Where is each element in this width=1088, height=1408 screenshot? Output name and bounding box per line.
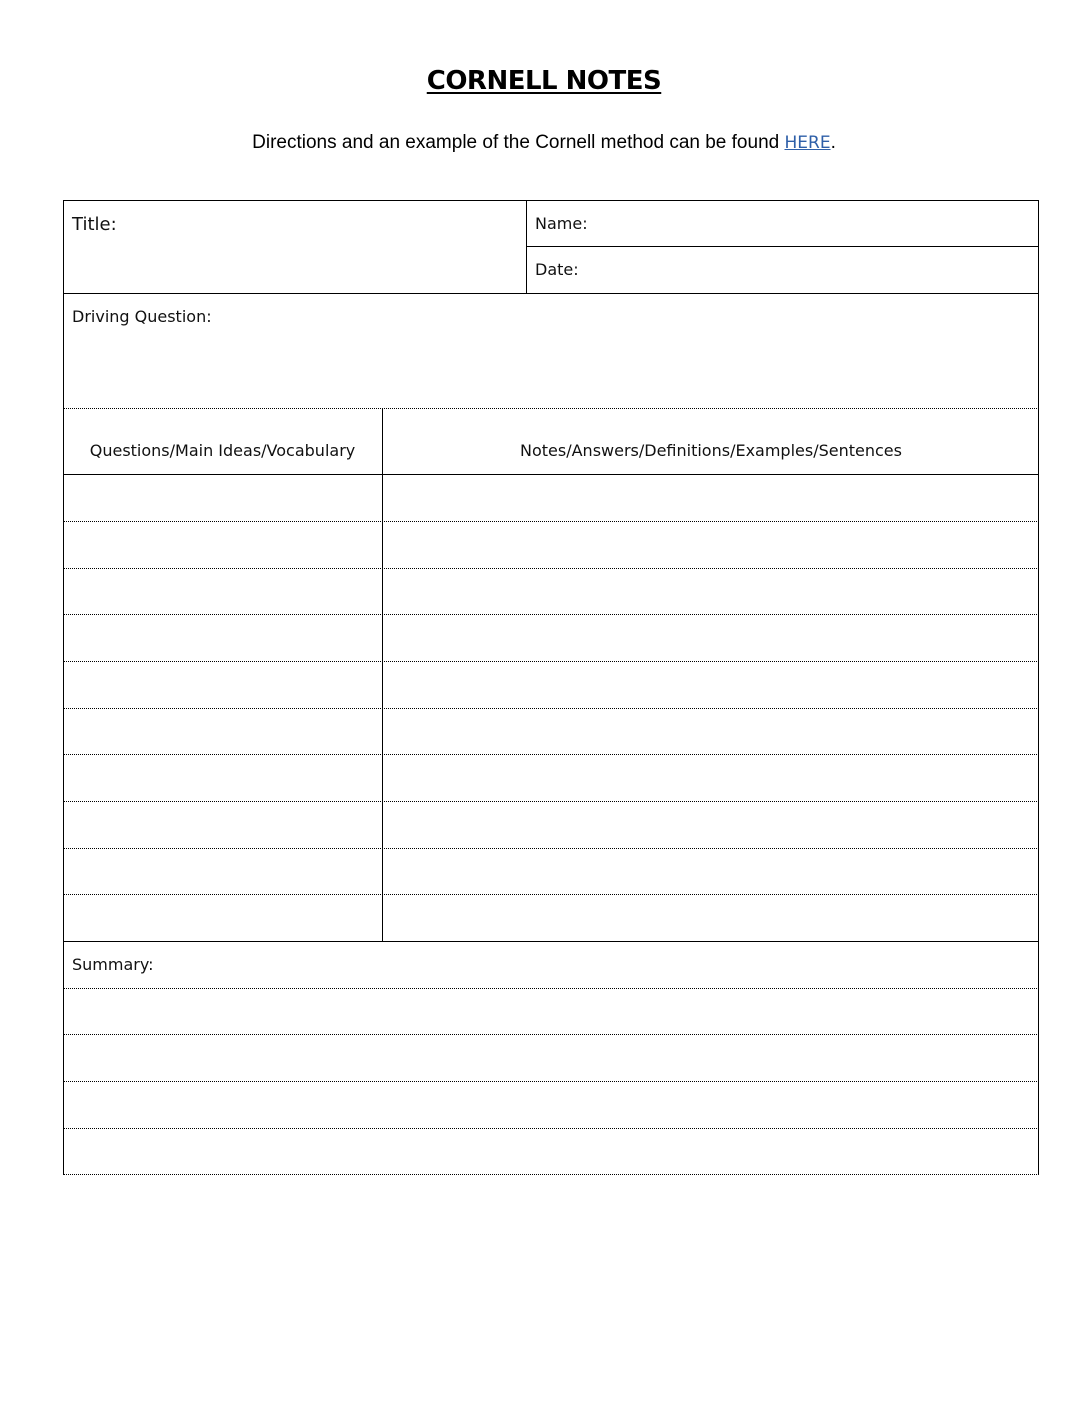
summary-label: Summary:: [72, 955, 154, 974]
right-column-header: Notes/Answers/Definitions/Examples/Sentences: [520, 441, 902, 460]
questions-column-area[interactable]: [63, 475, 382, 941]
driving-question-bottom-line: [63, 408, 1039, 409]
directions-sentence: Directions and an example of the Cornell method can be found: [252, 132, 785, 153]
directions-period: .: [830, 132, 836, 153]
driving-question-field[interactable]: [63, 294, 1039, 408]
summary-field[interactable]: [63, 942, 1039, 1174]
name-label: Name:: [535, 214, 588, 233]
title-label: Title:: [72, 214, 117, 235]
date-label: Date:: [535, 260, 579, 279]
cornell-notes-form: [63, 200, 1039, 1176]
title-field[interactable]: [63, 200, 526, 293]
directions-text: [0, 132, 1088, 154]
here-link[interactable]: HERE: [784, 133, 831, 153]
notes-column-area[interactable]: [383, 475, 1039, 941]
summary-bottom-line: [63, 1174, 1039, 1175]
left-column-header: Questions/Main Ideas/Vocabulary: [89, 441, 356, 460]
page-title: CORNELL NOTES: [426, 66, 662, 96]
name-field[interactable]: [526, 200, 1039, 246]
driving-question-label: Driving Question:: [72, 307, 212, 326]
date-field[interactable]: [526, 246, 1039, 293]
